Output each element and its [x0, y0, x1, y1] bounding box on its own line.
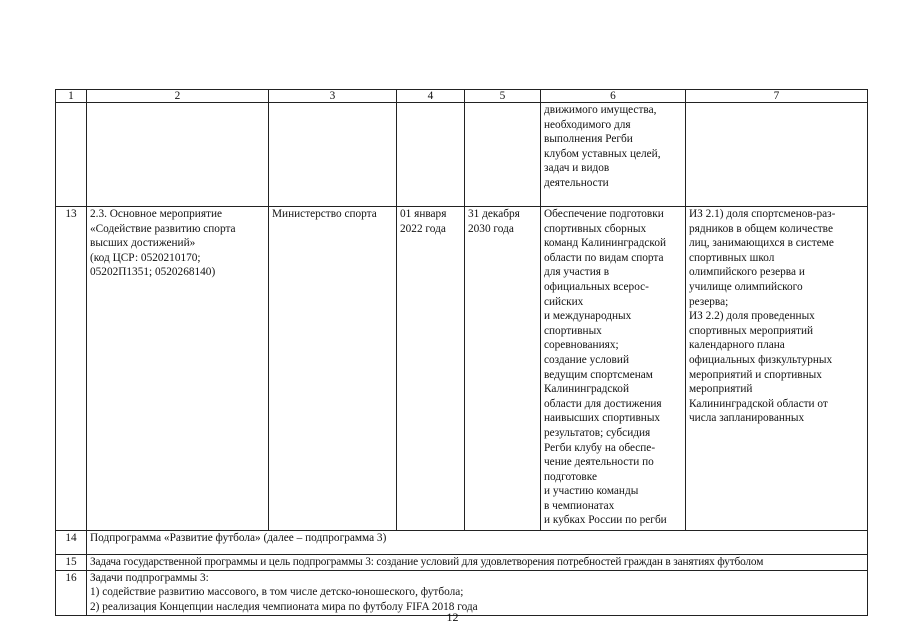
activity-name-cell: 2.3. Основное мероприятие «Содействие развитию спорта высших достижений» (код ЦСР: 0520210170; 05202П1351; 0520268140) [87, 207, 269, 531]
table-row-16 [56, 570, 868, 615]
row-number: 15 [56, 555, 87, 571]
header-cell: 2 [87, 90, 269, 103]
header-cell: 7 [686, 90, 868, 103]
continuation-row [56, 103, 868, 207]
header-cell: 5 [465, 90, 541, 103]
empty-cell [686, 103, 868, 207]
goal-cell: Задача государственной программы и цель подпрограммы 3: создание условий для удовлетворения потребностей граждан в занятиях футболом [87, 555, 868, 571]
table-row-14 [56, 531, 868, 555]
executor-cell: Министерство спорта [269, 207, 397, 531]
header-cell: 6 [541, 90, 686, 103]
empty-cell [397, 103, 465, 207]
row-number: 16 [56, 570, 87, 615]
page-number: 12 [446, 610, 459, 624]
indicators-cell: ИЗ 2.1) доля спортсменов-раз- рядников в общем количестве лиц, занимающихся в системе спортивных школ олимпийского резерва и училище олимпийского резерва; ИЗ 2.2) доля проведенных спортивных мероприятий календарного плана официальных физкультурных мероприятий и спортивных мероприятий Калининградской области от числа запланированных [686, 207, 868, 531]
empty-cell [269, 103, 397, 207]
tasks-cell: Задачи подпрограммы 3: 1) содействие развитию массового, в том числе детско-юношеского, футбола; 2) реализация Концепции наследия чемпионата мира по футболу FIFA 2018 года [87, 570, 868, 615]
result-continuation-cell: движимого имущества, необходимого для выполнения Регби клубом уставных целей, задач и видов деятельности [541, 103, 686, 207]
row-number: 13 [56, 207, 87, 531]
expected-result-cell: Обеспечение подготовки спортивных сборных команд Калининградской области по видам спорта для участия в официальных всерос- сийских и международных спортивных соревнованиях; создание условий ведущим спортсменам Калининградской области для достижения наивысших спортивных результатов; субсидия Регби клубу на обеспе- чение деятельности по подготовке и участию команды в чемпионатах и кубках России по регби [541, 207, 686, 531]
header-cell: 3 [269, 90, 397, 103]
table-row-15 [56, 555, 868, 571]
empty-cell [87, 103, 269, 207]
empty-cell [465, 103, 541, 207]
header-cell: 1 [56, 90, 87, 103]
program-table [55, 89, 868, 616]
empty-cell [56, 103, 87, 207]
start-date-cell: 01 января 2022 года [397, 207, 465, 531]
end-date-cell: 31 декабря 2030 года [465, 207, 541, 531]
row-number: 14 [56, 531, 87, 555]
subprogram-title-cell: Подпрограмма «Развитие футбола» (далее – подпрограмма 3) [87, 531, 868, 555]
header-cell: 4 [397, 90, 465, 103]
header-row [56, 90, 868, 103]
table-row-13 [56, 207, 868, 531]
